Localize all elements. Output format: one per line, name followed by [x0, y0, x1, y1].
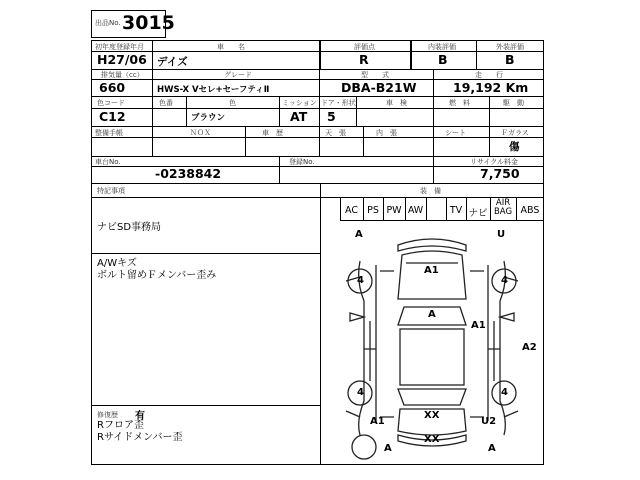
note-navi-sd: ナビSD事務局	[97, 222, 162, 233]
interior-score: B	[438, 52, 448, 67]
equip-pw: PW	[386, 205, 402, 216]
car-name-label: 車 名	[217, 43, 245, 51]
reg-year: H27/06	[97, 52, 147, 67]
note-rear-side-member: Rサイドメンバー歪	[97, 432, 183, 443]
mark-front-right: U	[497, 229, 506, 240]
displacement: 660	[99, 80, 126, 95]
equip-airbag: AIR BAG	[493, 198, 513, 217]
glass-label: Ｆガラス	[501, 129, 529, 137]
repair-history: 有	[135, 411, 145, 422]
mark-trunk: XX	[424, 410, 440, 421]
recycle-fee: 7,750	[480, 166, 520, 181]
equip-ps: PS	[367, 205, 379, 216]
drive-label: 駆 動	[503, 99, 524, 107]
grade: HWS-X Vセレ+セーフティⅡ	[157, 85, 270, 95]
equip-ac: AC	[345, 205, 358, 216]
mark-tire-fr: 4	[501, 275, 508, 286]
interior-score-label: 内装評価	[428, 43, 456, 51]
maintenance-label: 整備手帳	[95, 129, 123, 137]
color-code: C12	[99, 109, 126, 124]
lot-number: 3015	[122, 12, 175, 34]
registration-no-label: 登録No.	[289, 158, 315, 166]
color: ブラウン	[191, 113, 226, 123]
displacement-label: 排気量（cc）	[101, 71, 144, 79]
notes-label: 特記事項	[97, 187, 125, 195]
equip-aw: AW	[407, 205, 424, 216]
color-code-label: 色コード	[97, 99, 125, 107]
nox-label: ＮＯＸ	[190, 129, 211, 137]
note-rear-floor: Rフロア歪	[97, 420, 144, 431]
doors-label: ドア・形状	[321, 99, 356, 107]
mileage: 19,192 Km	[453, 80, 529, 95]
mark-rear-bumper-right: A	[488, 443, 496, 454]
fuel-label: 燃 料	[449, 99, 470, 107]
mark-rear-right: U2	[481, 416, 497, 427]
chassis-no-label: 車台No.	[95, 158, 121, 166]
seat-label: シート	[445, 129, 466, 137]
mark-tire-fl: 4	[357, 275, 364, 286]
recycle-fee-label: リサイクル料金	[470, 158, 519, 166]
mark-hood: A1	[424, 265, 439, 276]
mark-tire-rr: 4	[501, 387, 508, 398]
mark-right-side: A2	[522, 342, 537, 353]
history-label: 車 歴	[262, 129, 283, 137]
score: R	[359, 52, 369, 67]
repair-history-label: 修復歴	[97, 411, 118, 419]
mark-front-right-door: A1	[471, 320, 486, 331]
mark-tire-rl: 4	[357, 387, 364, 398]
equipment-label: 装 備	[420, 187, 441, 195]
mark-rear-panel: XX	[424, 434, 440, 445]
equip-navi: ナビ	[468, 208, 488, 219]
score-label: 評価点	[354, 43, 375, 51]
transmission: AT	[290, 109, 308, 124]
chassis-no: -0238842	[155, 166, 222, 181]
note-aw-scratch: A/Wキズ	[97, 258, 137, 269]
equip-tv: TV	[449, 205, 463, 216]
car-name: デイズ	[157, 56, 188, 68]
mark-windshield: A	[428, 309, 436, 320]
inspection-label: 車 検	[386, 99, 407, 107]
model: DBA-B21W	[341, 80, 417, 95]
exterior-score: B	[505, 52, 515, 67]
interior-label: 内 張	[376, 129, 397, 137]
grade-label: グレード	[224, 71, 252, 79]
color-label: 色	[229, 99, 236, 107]
mark-front-left: A	[355, 229, 363, 240]
lot-number-label: 出品No.	[95, 19, 121, 27]
doors: 5	[327, 109, 336, 124]
reg-year-label: 初年度登録年月	[95, 43, 144, 51]
glass: 傷	[509, 141, 520, 153]
car-damage-diagram	[320, 221, 544, 465]
model-label: 型 式	[361, 71, 389, 79]
mark-rear-left: A1	[370, 416, 385, 427]
equip-abs: ABS	[520, 205, 540, 216]
color-no-label: 色番	[159, 99, 173, 107]
exterior-score-label: 外装評価	[496, 43, 524, 51]
mark-rear-bumper-left: A	[384, 443, 392, 454]
note-front-member: ボルト留めＦメンバー歪み	[97, 270, 217, 281]
sunroof-label: 天 張	[325, 129, 346, 137]
mileage-label: 走 行	[475, 71, 503, 79]
transmission-label: ミッション	[282, 99, 317, 107]
